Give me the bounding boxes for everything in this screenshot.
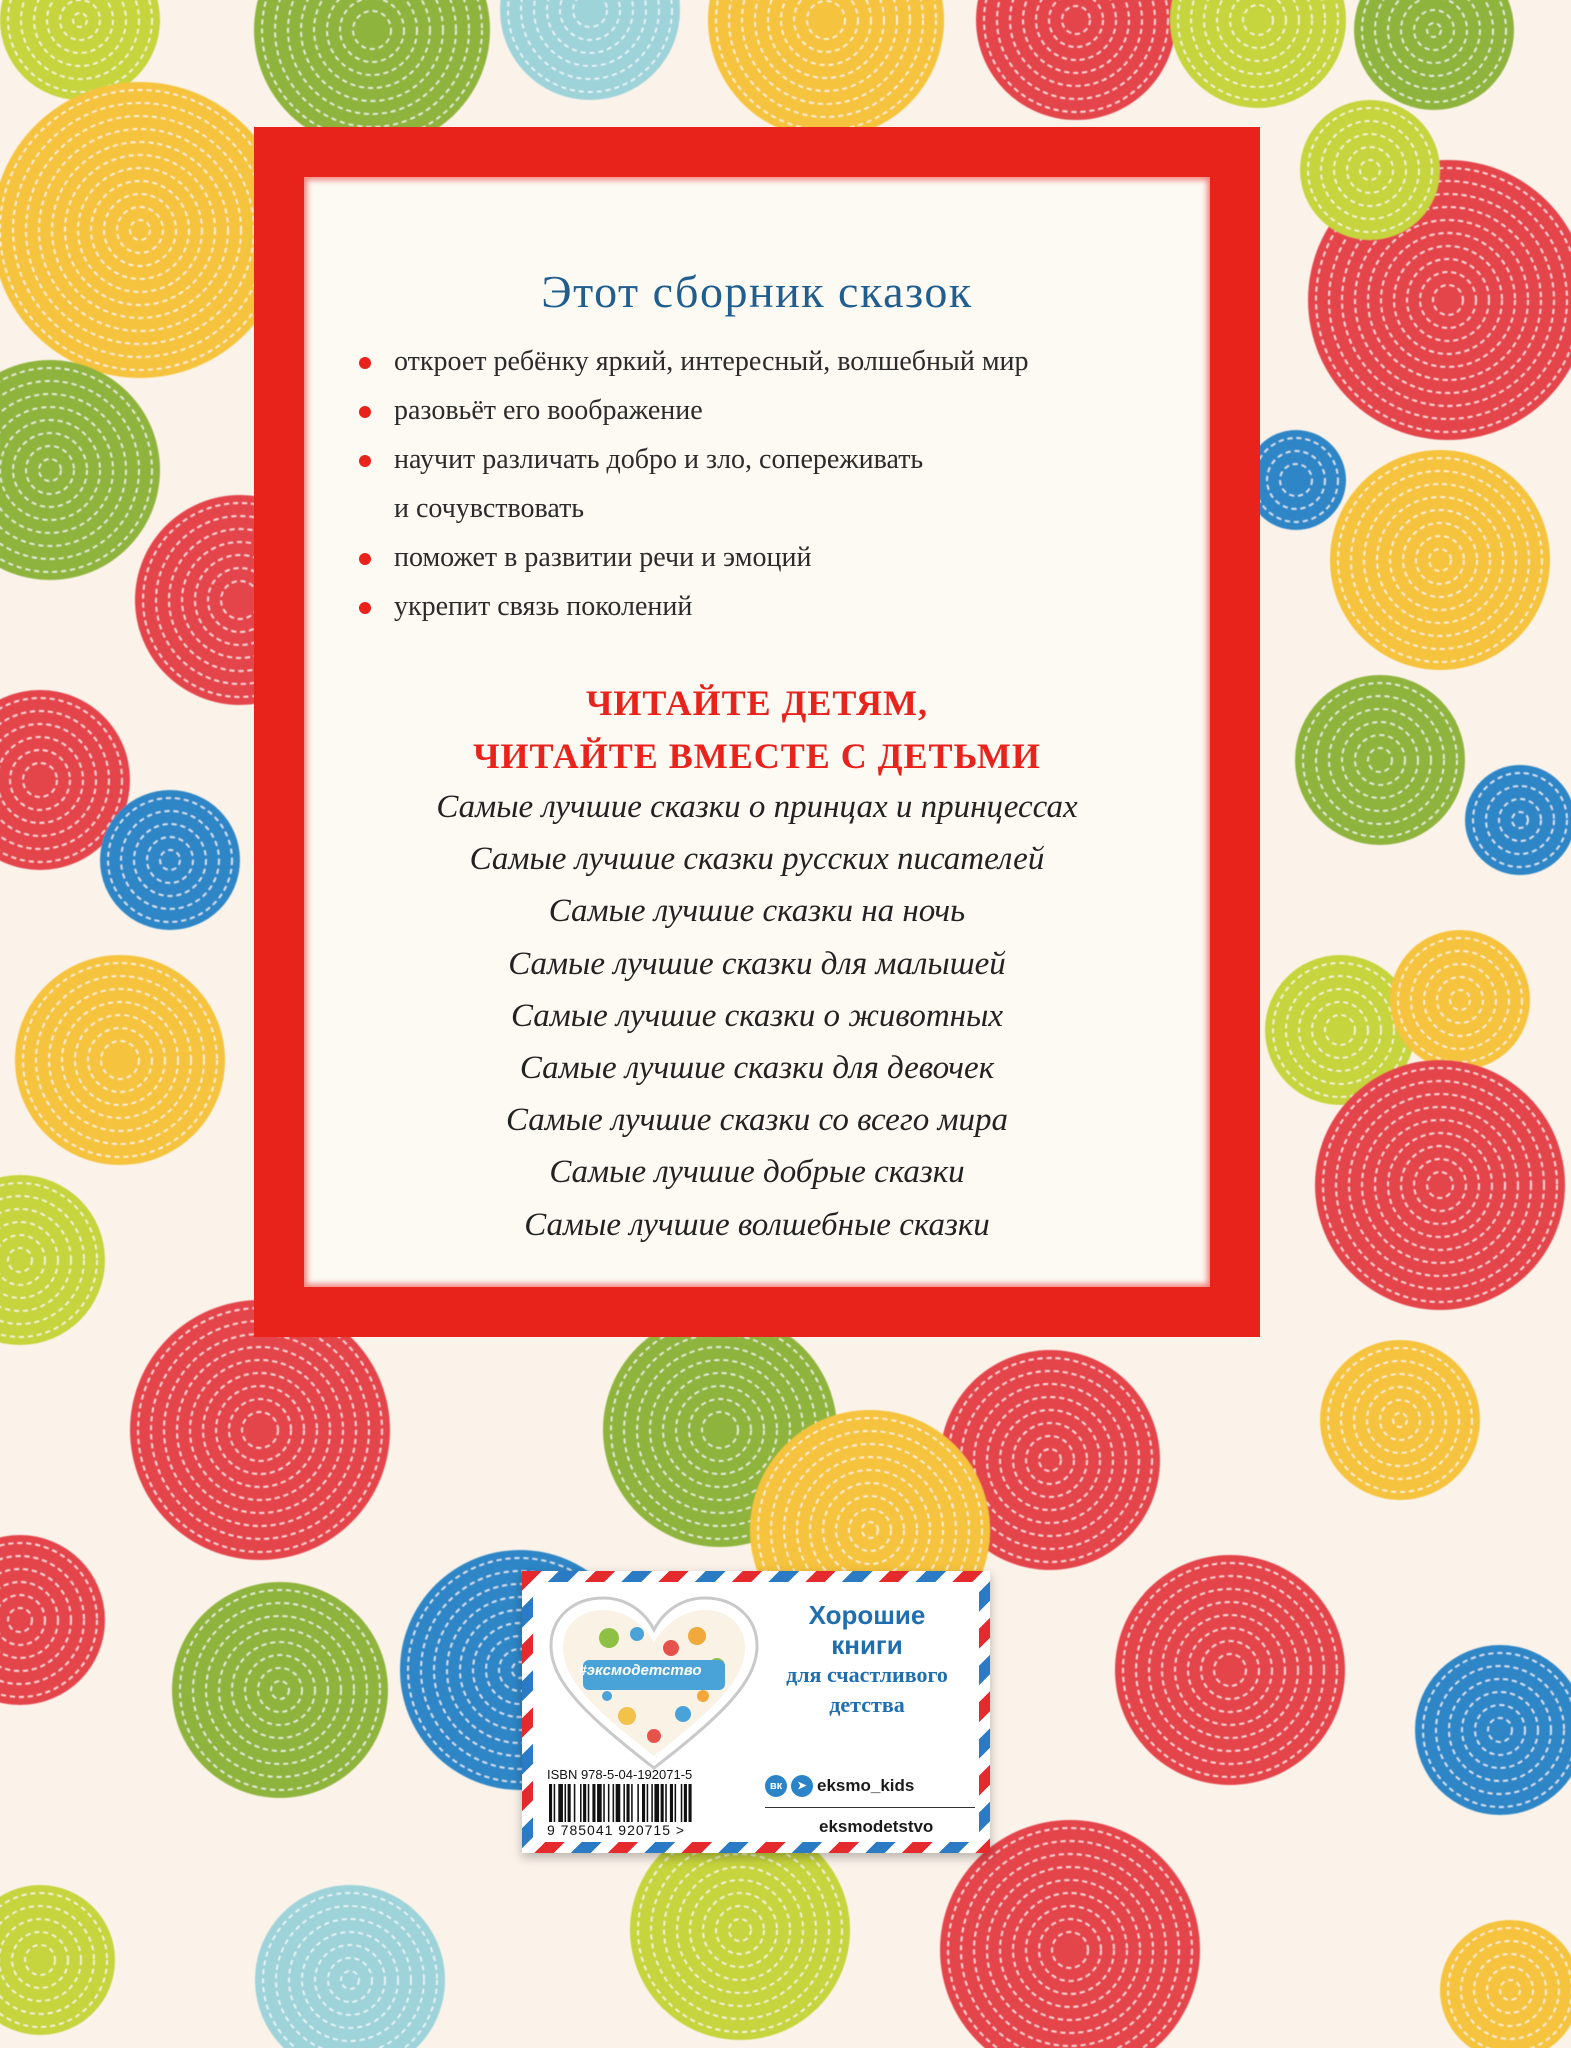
text-panel — [304, 177, 1210, 1287]
polka-dot — [1300, 100, 1440, 240]
list-item: откроет ребёнку яркий, интересный, волшебный мир — [359, 337, 1179, 386]
polka-dot — [1440, 1920, 1571, 2048]
benefits-list — [359, 337, 1179, 631]
bullet-dot-icon — [359, 553, 371, 565]
polka-dot — [1390, 930, 1530, 1070]
social-handle-detstvo[interactable]: eksmodetstvo — [819, 1817, 934, 1836]
series-title: Самые лучшие сказки для девочек — [519, 1050, 995, 1087]
heart-hashtag: #эксмодетство — [578, 1662, 702, 1679]
polka-dot — [130, 1300, 390, 1560]
polka-dot — [100, 790, 240, 930]
polka-dot — [1170, 0, 1346, 108]
polka-dot — [0, 1885, 115, 2035]
polka-dot — [0, 1175, 105, 1345]
bullet-dot-icon — [359, 455, 371, 467]
tagline-line-2: книги — [831, 1630, 903, 1660]
social-row-kids — [765, 1772, 933, 1800]
list-item: разовьёт его воображение — [359, 386, 1179, 435]
polka-dot — [940, 1820, 1200, 2048]
read-heading-line-1: ЧИТАЙТЕ ДЕТЯМ, — [585, 683, 929, 723]
barcode-icon — [547, 1784, 747, 1822]
social-divider — [765, 1807, 975, 1808]
polka-dot — [1115, 1555, 1345, 1785]
polka-dot — [0, 82, 288, 378]
read-heading — [304, 677, 1210, 783]
polka-dot — [254, 0, 490, 148]
series-title: Самые лучшие сказки на ночь — [548, 893, 966, 930]
polka-dot — [255, 1885, 445, 2048]
publisher-sticker — [522, 1571, 990, 1853]
read-heading-line-2: ЧИТАЙТЕ ВМЕСТЕ С ДЕТЬМИ — [473, 736, 1041, 776]
polka-dot — [630, 1820, 850, 2040]
polka-dot — [1315, 1060, 1565, 1310]
intro-title: Этот сборник сказок — [541, 266, 973, 317]
social-handle-kids[interactable]: eksmo_kids — [817, 1776, 915, 1795]
bullet-dot-icon — [359, 357, 371, 369]
heart-logo-icon — [547, 1596, 761, 1774]
barcode-number: 9 785041 920715 > — [547, 1822, 686, 1838]
series-title: Самые лучшие сказки русских писателей — [469, 841, 1045, 878]
bullet-dot-icon — [359, 602, 371, 614]
vk-icon[interactable]: вк — [765, 1775, 787, 1797]
polka-dot — [1354, 0, 1514, 110]
isbn-text: ISBN 978-5-04-192071-5 — [547, 1767, 693, 1782]
tagline-line-1: Хорошие — [808, 1600, 926, 1630]
list-item: поможет в развитии речи и эмоций — [359, 533, 1179, 582]
tagline-line-3: для счастливого — [786, 1662, 948, 1687]
polka-dot — [0, 1535, 105, 1705]
polka-dot — [172, 1582, 388, 1798]
series-list — [304, 781, 1210, 1251]
series-title: Самые лучшие сказки со всего мира — [505, 1102, 1009, 1139]
bullet-dot-icon — [359, 406, 371, 418]
list-item-continuation: и сочувствовать — [394, 493, 585, 524]
polka-dot — [708, 0, 944, 138]
series-title: Самые лучшие волшебные сказки — [524, 1206, 990, 1243]
polka-dot — [1246, 430, 1346, 530]
polka-dot — [1330, 450, 1550, 670]
polka-dot — [1320, 1340, 1480, 1500]
polka-dot — [1295, 675, 1465, 845]
polka-dot — [15, 955, 225, 1165]
polka-dot — [976, 0, 1176, 120]
social-row-detstvo — [765, 1813, 933, 1841]
sticker-body — [533, 1582, 979, 1842]
series-title: Самые лучшие добрые сказки — [549, 1154, 965, 1191]
list-item: научит различать добро и зло, сопереживать — [359, 435, 1179, 484]
series-title: Самые лучшие сказки для малышей — [508, 945, 1006, 982]
tagline-line-4: детства — [829, 1692, 905, 1717]
series-title: Самые лучшие сказки о принцах и принцессах — [436, 789, 1078, 825]
polka-dot — [500, 0, 680, 100]
polka-dot — [1415, 1645, 1571, 1815]
polka-dot — [0, 360, 160, 580]
telegram-icon[interactable]: ➤ — [791, 1775, 813, 1797]
list-item: укрепит связь поколений — [359, 582, 1179, 631]
tagline — [757, 1600, 977, 1720]
red-frame — [254, 127, 1260, 1337]
series-title: Самые лучшие сказки о животных — [510, 997, 1004, 1034]
polka-dot — [1465, 765, 1571, 875]
